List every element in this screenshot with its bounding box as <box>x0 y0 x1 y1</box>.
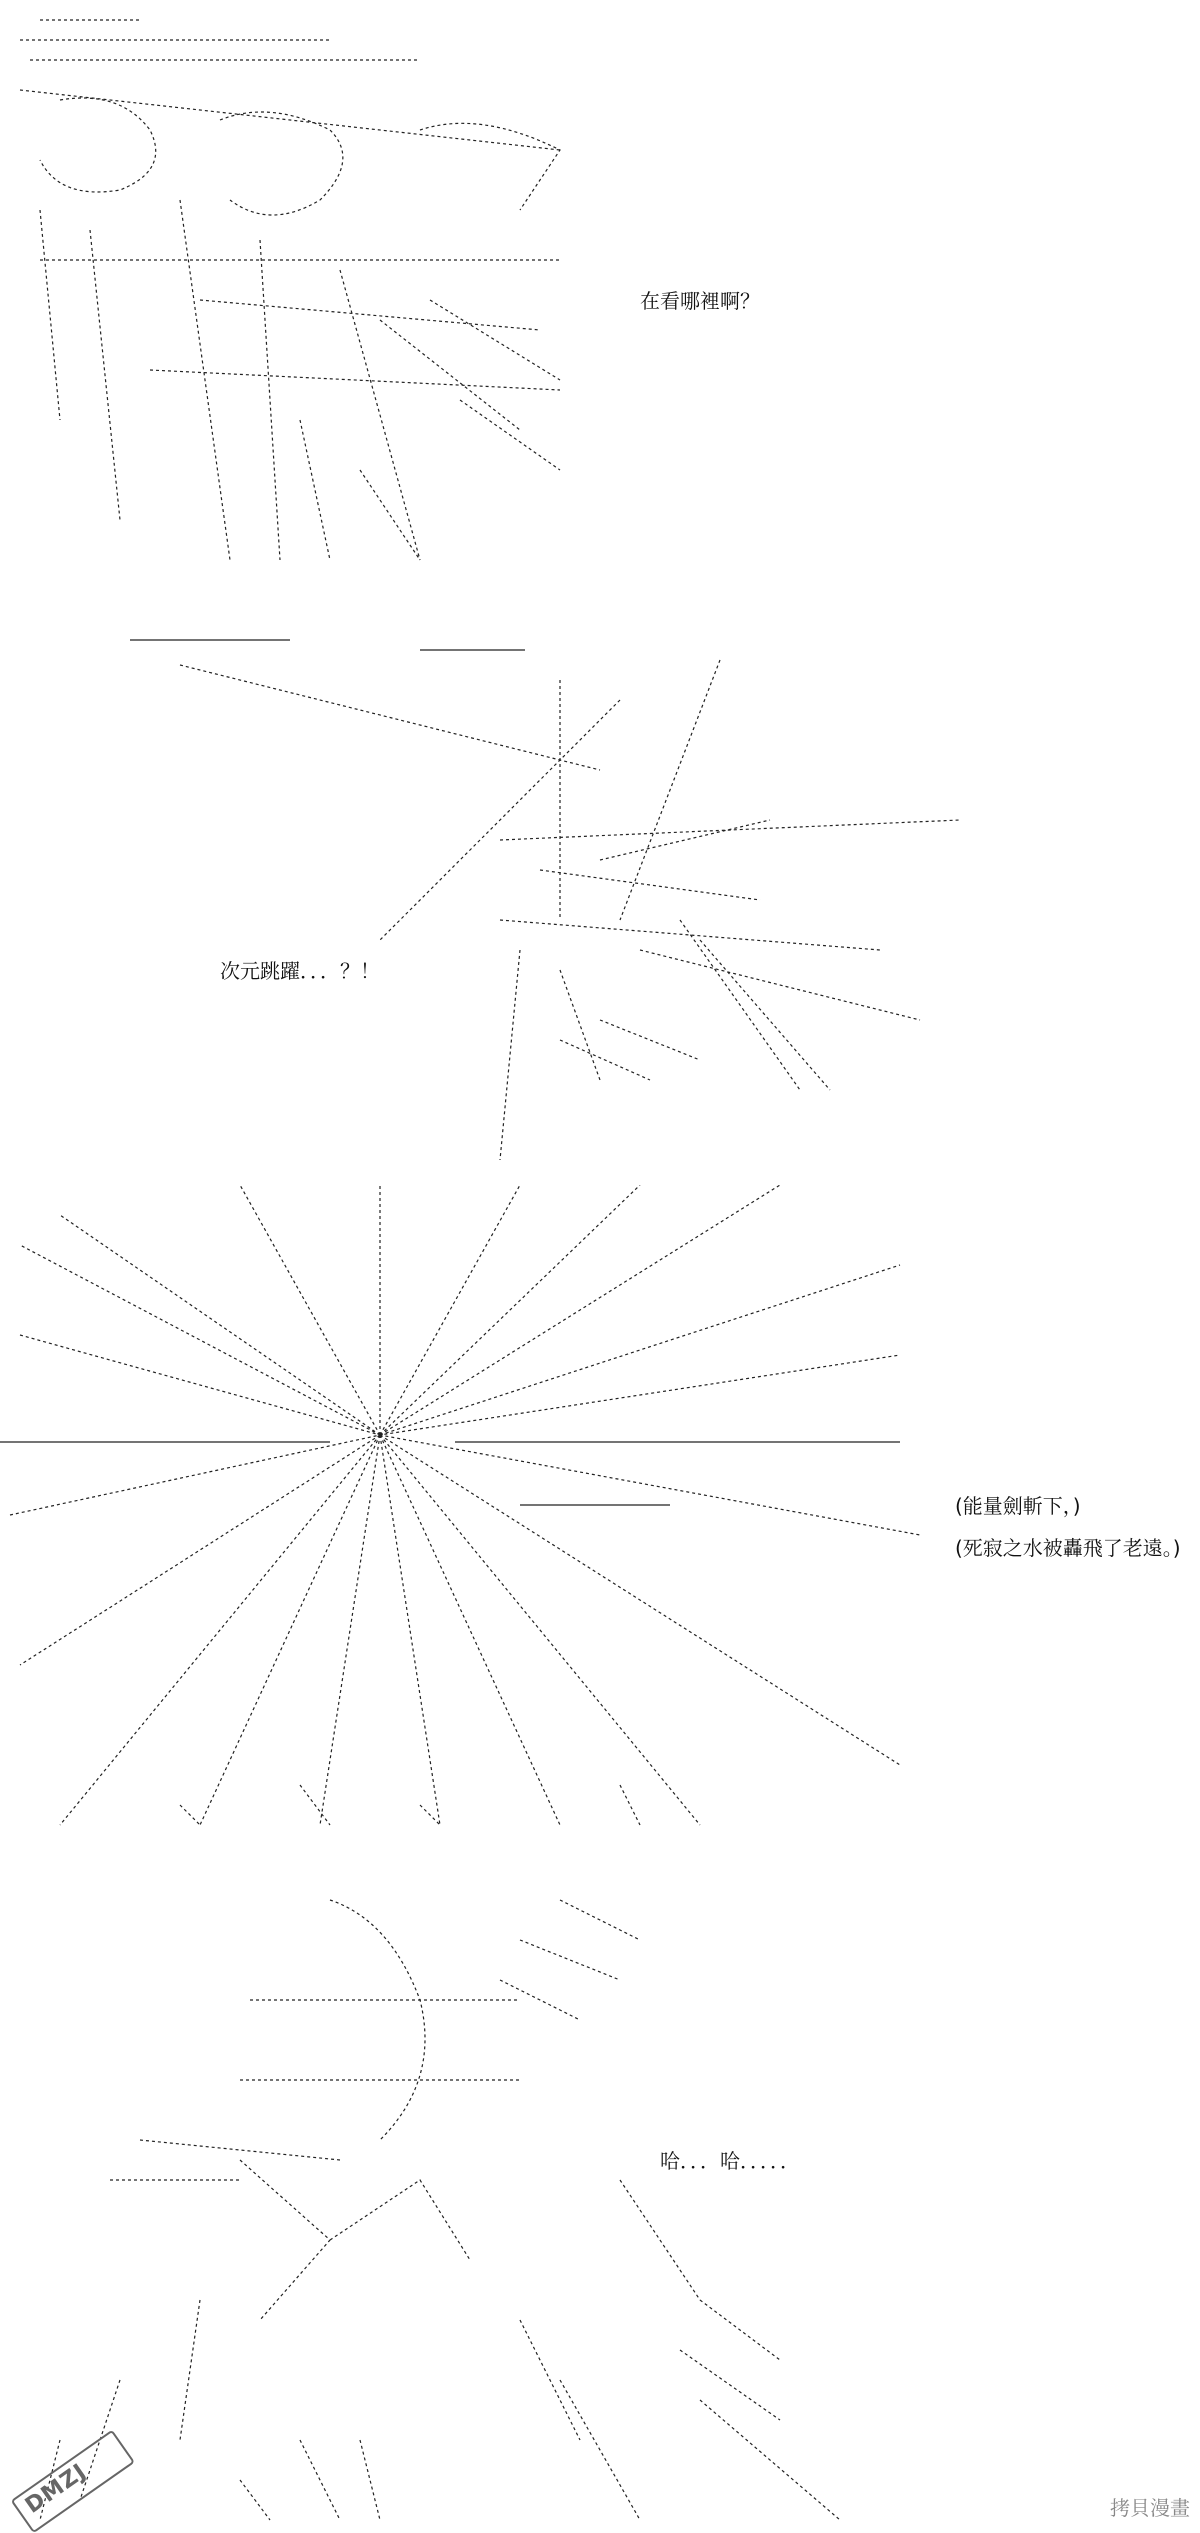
panel-3 <box>0 1185 1200 1865</box>
ascii-art-figure-panting <box>0 1880 900 2529</box>
speech-caption: 在看哪裡啊？ <box>640 289 760 313</box>
panel-4 <box>0 1880 1200 2529</box>
publisher-watermark: 拷貝漫畫 <box>1110 2496 1190 2520</box>
ascii-art-energy-slash <box>0 1185 940 1865</box>
narration-line-2: (死寂之水被轟飛了老遠。) <box>955 1536 1181 1560</box>
panel-2 <box>0 620 1200 1180</box>
site-logo-watermark: DMZJ <box>11 2432 130 2530</box>
narration-line-1: (能量劍斬下，) <box>955 1494 1081 1518</box>
ascii-art-dimension-jump <box>0 620 1000 1180</box>
panel-1 <box>0 0 1200 600</box>
ascii-art-figure-1 <box>0 0 620 600</box>
speech-caption: 哈．．．哈．．．．． <box>660 2149 800 2173</box>
speech-caption: 次元跳躍．．．？！ <box>220 959 380 983</box>
